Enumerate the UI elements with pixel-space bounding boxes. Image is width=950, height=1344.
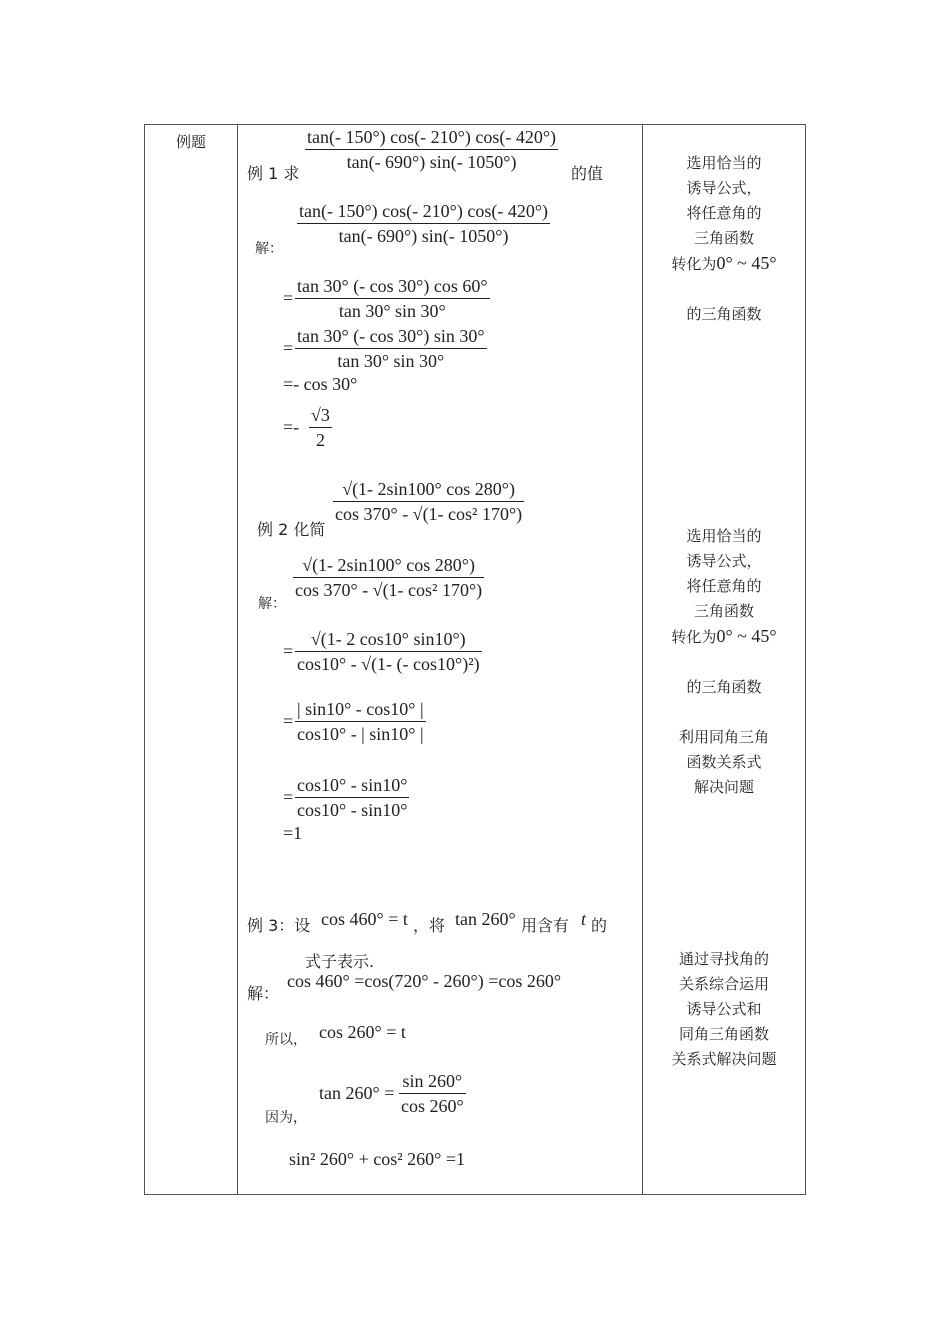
ex3-because-label: 因为， (265, 1110, 307, 1126)
ex1-step1: tan 30° (- cos 30°) cos 60° tan 30° sin 30° (297, 276, 488, 321)
note-2: 选用恰当的 诱导公式， 将任意角的 三角函数 转化为0° ~ 45° 的三角函数 利用同角三角 函数关系式 解决问题 (671, 527, 777, 796)
ex1-step2: tan 30° (- cos 30°) sin 30° tan 30° sin 30° (297, 326, 485, 371)
ex2-solution-label: 解： (258, 596, 286, 612)
ex1-suffix: 的值 (571, 164, 604, 183)
ex2-step2: | sin10° - cos10° | cos10° - | sin10° | (297, 699, 424, 744)
ex3-solution-label: 解： (247, 984, 280, 1003)
ex3-tail2: 的 (591, 916, 608, 935)
ex1-denominator: tan(- 690°) sin(- 1050°) (346, 152, 517, 172)
ex1-numerator: tan(- 150°) cos(- 210°) cos(- 420°) (307, 127, 557, 147)
ex2-prefix: 例 2 化简 (257, 520, 326, 539)
lesson-table: 例题 例 1 求 tan(- 150°) cos(- 210°) cos(- 420°) tan(- 690°) sin(- 1050°) 的值 解： tan(- 150°) cos(- 210°) cos(- 420°) tan(- 690°) sin(- 1050°) = tan 30° (- cos 30°) cos 60° tan 30° sin 30° = tan 30° (- cos 30°) sin 30° tan 30° sin 30° =- cos 30° =- √3 2 例 2 化简 √(1- 2sin100° cos 280°) cos 370° - √(1- cos² 170°) 解： √(1- 2sin100° cos 280°) cos 370° - √(1- cos² 170°) = √(1- 2 cos10° sin10°) cos10° - √(1- (- cos10°)²) = | sin10° - cos10° | cos10° - | sin10° | = cos10° - sin10° cos10° - sin10° =1 例 3：设 cos 460° = t ，将 tan 260° 用含有 t 的 式子表示. 解： cos 460° =cos(720° - 260°) =cos 260° 所以， cos 260° = t 因为， tan 260° = sin 260° cos 260° sin² 260° + cos² 260° =1 选用恰当的 诱导公式， 将任意角的 三角函数 转化为0° ~ 45° 的三角函数 选用恰当的 诱导公式， 将任意角的 三角函数 转化为0° ~ 45° 的三角函数 利用同角三角 函数关系式 解决问题 通过寻找角的 关系综合运用 诱导公式和 同角三角函数 关系式解决问题 (144, 124, 806, 1195)
ex1-fraction (305, 125, 558, 174)
ex3-t-var: t (581, 909, 587, 929)
ex3-line2: 式子表示. (305, 952, 375, 971)
ex3-step1: cos 460° =cos(720° - 260°) =cos 260° (287, 971, 562, 991)
ex1-solution-label: 解： (255, 241, 283, 257)
ex1-prefix: 例 1 求 (247, 164, 300, 183)
ex3-step3-lhs: tan 260° = (319, 1083, 395, 1103)
note-3: 通过寻找角的 关系综合运用 诱导公式和 同角三角函数 关系式解决问题 (671, 950, 777, 1068)
ex1-step0: tan(- 150°) cos(- 210°) cos(- 420°) tan(- 690°) sin(- 1050°) (299, 201, 549, 246)
notes-column (642, 125, 806, 1194)
ex3-step3: sin 260° cos 260° (401, 1071, 464, 1116)
column-divider (237, 125, 238, 1194)
ex2-step0: √(1- 2sin100° cos 280°) cos 370° - √(1- cos² 170°) (295, 555, 483, 600)
ex3-prefix: 例 3：设 (247, 916, 311, 935)
ex2-fraction: √(1- 2sin100° cos 280°) cos 370° - √(1- cos² 170°) (335, 479, 523, 524)
ex1-step4: √3 2 (311, 405, 330, 450)
ex3-mid: ，将 (413, 916, 446, 935)
ex3-target: tan 260° (455, 909, 516, 929)
ex3-given: cos 460° = t (321, 909, 408, 929)
ex3-step4: sin² 260° + cos² 260° =1 (289, 1149, 465, 1169)
ex3-so-label: 所以， (265, 1032, 307, 1048)
ex2-step4: =1 (283, 823, 303, 843)
ex1-step3: =- cos 30° (283, 374, 358, 394)
ex3-tail1: 用含有 (521, 916, 570, 935)
ex2-step1: √(1- 2 cos10° sin10°) cos10° - √(1- (- cos10°)²) (297, 629, 480, 674)
ex2-step3: cos10° - sin10° cos10° - sin10° (297, 775, 408, 820)
ex3-step2: cos 260° = t (319, 1022, 406, 1042)
note-1: 选用恰当的 诱导公式， 将任意角的 三角函数 转化为0° ~ 45° 的三角函数 (671, 154, 777, 323)
row-label: 例题 (175, 133, 206, 151)
